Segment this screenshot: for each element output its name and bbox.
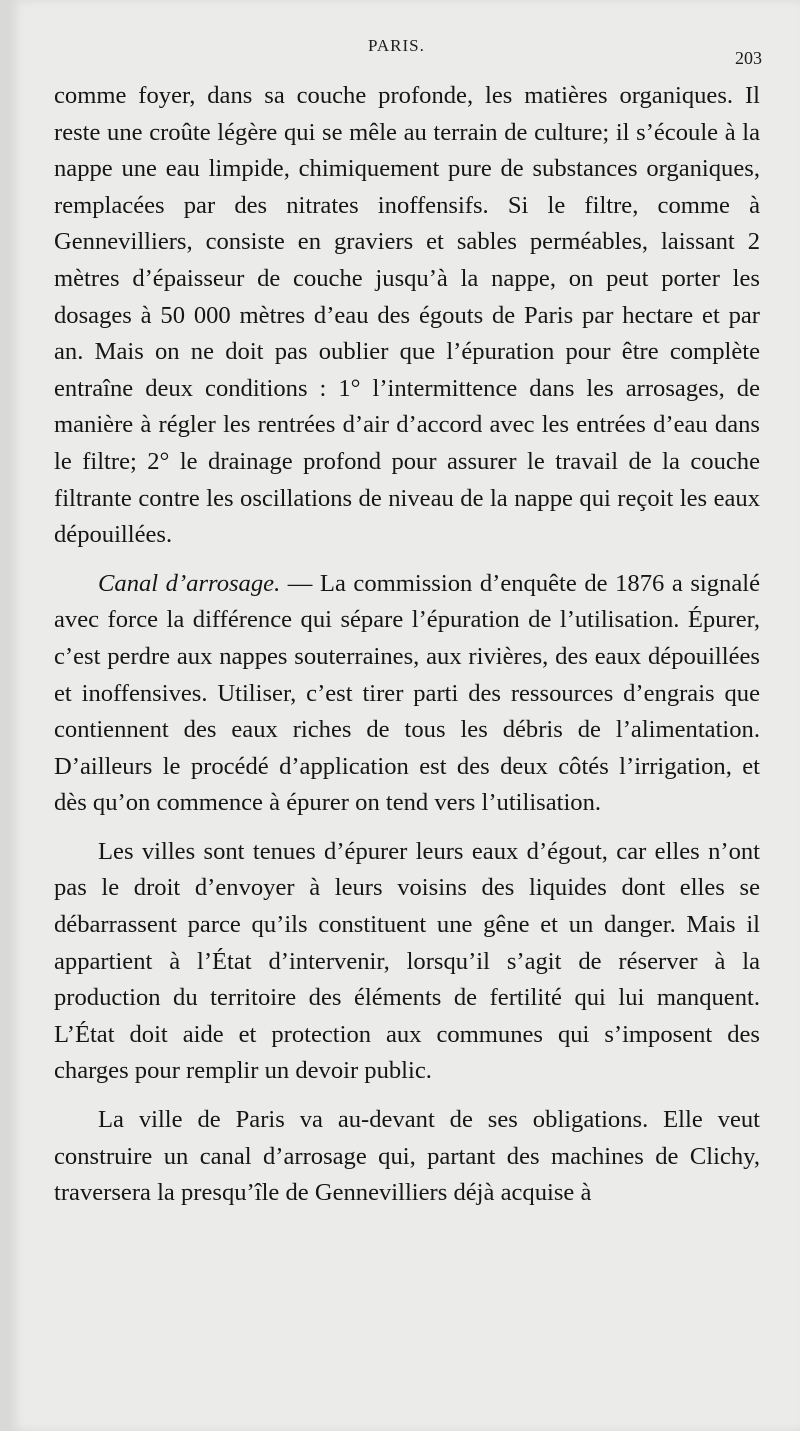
running-title: PARIS. bbox=[368, 36, 425, 55]
paragraph-villes bbox=[54, 834, 760, 1090]
paragraph-text: Les villes sont tenues d’épurer leurs eaux d’égout, car elles n’ont pas le droit d’envoyer à leurs voisins des liquides dont elles se débarrassent parce qu’ils constituent une gêne et un danger. Mais il appartient à l’État d’intervenir, lorsqu’il s’agit de réserver à la production du territoire des éléments de fertilité qui lui manquent. L’État doit aide et protection aux communes qui s’imposent des charges pour remplir un devoir public. bbox=[54, 837, 760, 1085]
book-page bbox=[10, 0, 800, 1431]
paragraph-canal-arrosage bbox=[54, 566, 760, 822]
paragraph-continuation bbox=[54, 78, 760, 554]
paragraph-text: — La commission d’enquête de 1876 a signalé avec force la différence qui sépare l’épuration de l’utilisation. Épurer, c’est perdre aux nappes souterraines, aux rivières, des eaux dépouillées et inoffensives. Utiliser, c’est tirer parti des ressources d’engrais que contiennent des eaux riches de tous les débris de l’alimentation. D’ailleurs le procédé d’application est des deux côtés l’irrigation, et dès qu’on commence à épurer on tend vers l’utilisation. bbox=[54, 569, 761, 817]
body-text bbox=[54, 78, 760, 1212]
page-header bbox=[10, 36, 800, 66]
paragraph-text: La ville de Paris va au-devant de ses obligations. Elle veut construire un canal d’arrosage qui, partant des machines de Clichy, traversera la presqu’île de Gennevilliers déjà acquise à bbox=[54, 1106, 760, 1207]
section-heading-inline: Canal d’arrosage. bbox=[98, 569, 281, 597]
paragraph-text: comme foyer, dans sa couche profonde, les matières organiques. Il reste une croûte légère qui se mêle au terrain de culture; il s’écoule à la nappe une eau limpide, chimiquement pure de substances organiques, remplacées par des nitrates inoffensifs. Si le filtre, comme à Gennevilliers, consiste en graviers et sables perméables, laissant 2 mètres d’épaisseur de couche jusqu’à la nappe, on peut porter les dosages à 50 000 mètres d’eau des égouts de Paris par hectare et par an. Mais on ne doit pas oublier que l’épuration pour être complète entraîne deux conditions : 1° l’intermittence dans les arrosages, de manière à régler les rentrées d’air d’accord avec les entrées d’eau dans le filtre; 2° le drainage profond pour assurer le travail de la couche filtrante contre les oscillations de niveau de la nappe qui reçoit les eaux dépouillées. bbox=[54, 82, 760, 549]
paragraph-ville-de-paris bbox=[54, 1102, 760, 1212]
page-number: 203 bbox=[735, 48, 762, 68]
